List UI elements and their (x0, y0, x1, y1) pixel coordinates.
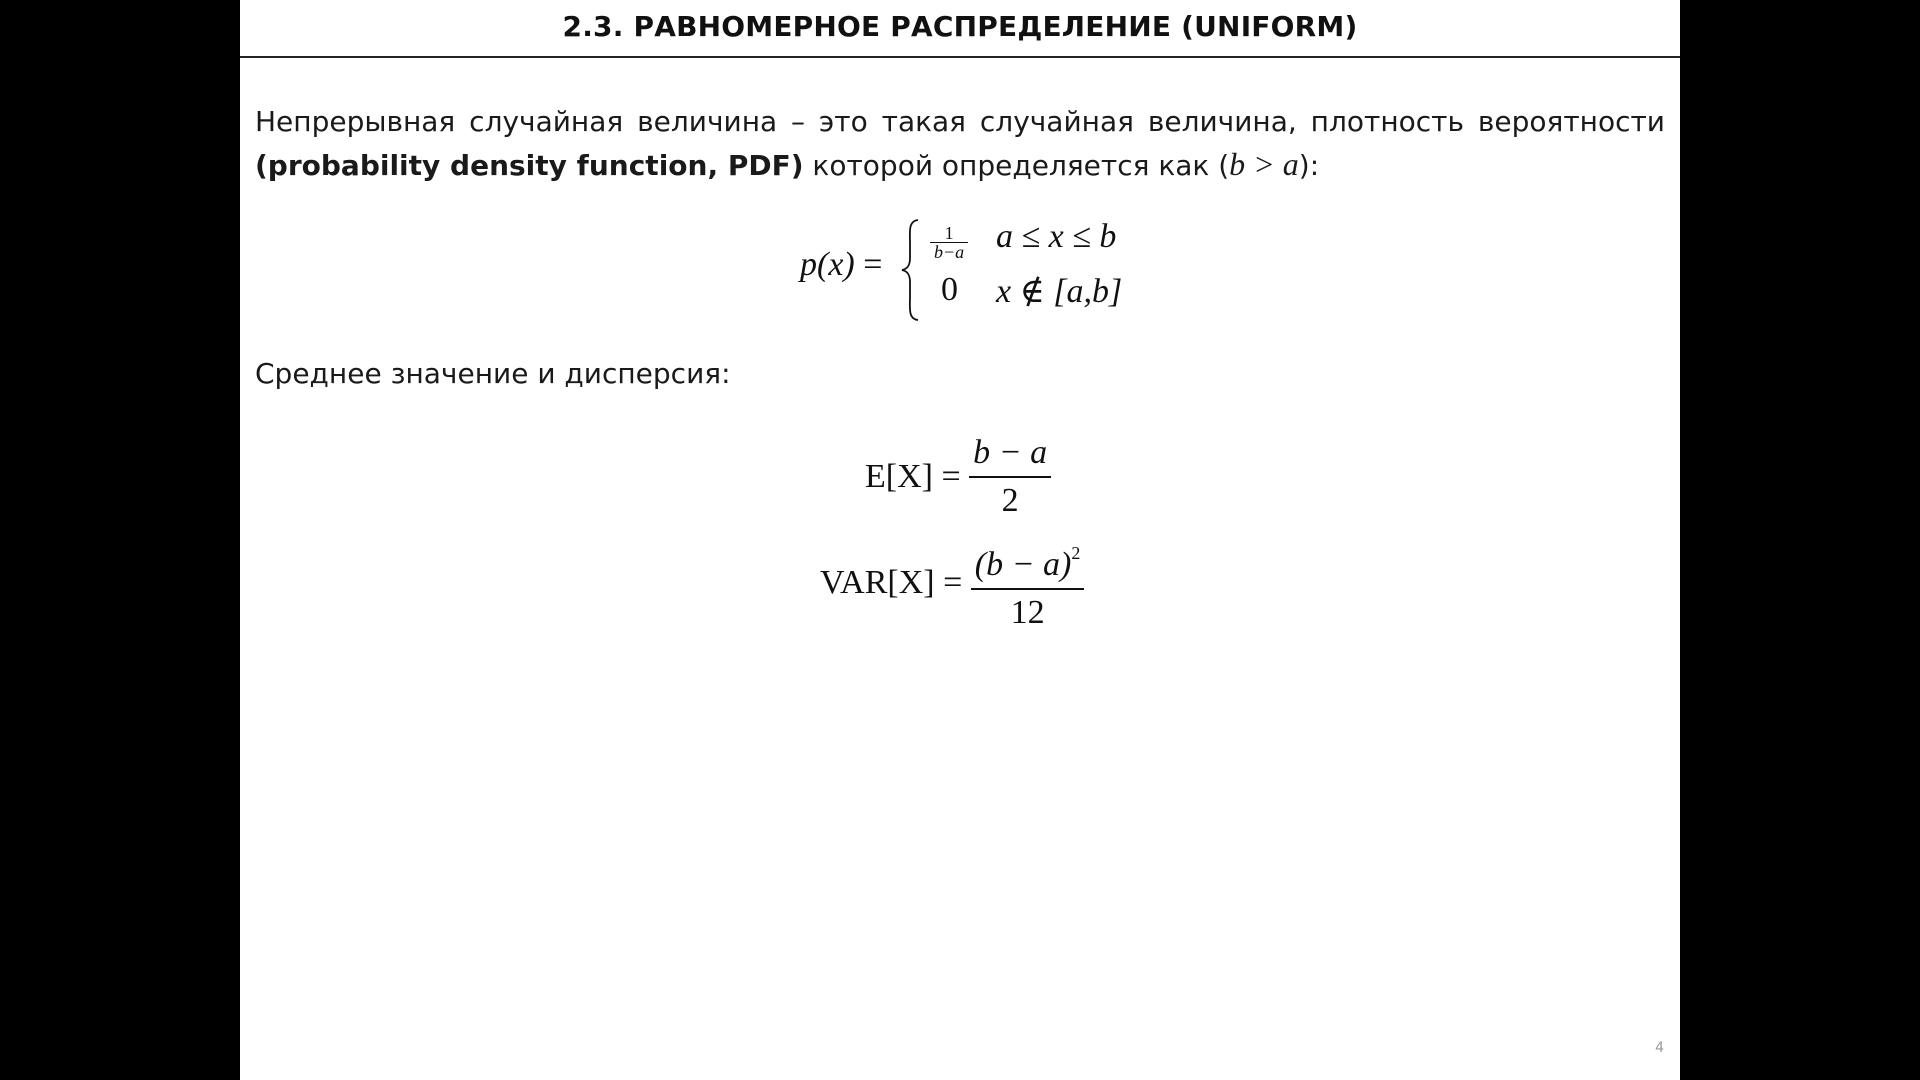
pdf-equals: = (854, 246, 883, 283)
variance-numerator-group (971, 530, 1085, 588)
pdf-term: (probability density function, PDF) (255, 149, 804, 182)
mean-lhs: E[X] = (865, 458, 961, 495)
case1-value (930, 224, 968, 261)
condition-operator: > (1245, 146, 1283, 182)
case1-denominator: b−a (930, 242, 968, 261)
pdf-formula (800, 216, 1180, 322)
condition-b: b (1229, 146, 1246, 182)
definition-paragraph (255, 100, 1665, 187)
pdf-argument: (x) (817, 246, 855, 283)
mean-numerator: b − a (973, 434, 1048, 471)
mean-denominator: 2 (969, 476, 1051, 524)
mean-fraction (969, 430, 1051, 524)
variance-denominator: 12 (971, 588, 1085, 636)
definition-text-start: Непрерывная случайная величина – это такая случайная величина, плотность вероятности (255, 105, 1665, 138)
pdf-p-symbol: p (800, 246, 817, 283)
title-divider (240, 56, 1680, 58)
variance-fraction (971, 530, 1085, 636)
variance-numerator: (b − a) (974, 546, 1072, 583)
pdf-formula-lhs (800, 246, 882, 284)
variance-lhs: VAR[X] = (820, 564, 963, 601)
condition-a: a (1282, 146, 1299, 182)
page-number: 4 (1655, 1040, 1664, 1056)
mean-formula (865, 430, 1051, 524)
case1-condition: a ≤ x ≤ b (996, 218, 1117, 255)
variance-exponent: 2 (1071, 543, 1081, 563)
slide-title: 2.3. РАВНОМЕРНОЕ РАСПРЕДЕЛЕНИЕ (UNIFORM) (562, 10, 1358, 43)
definition-text-middle: которой определяется как ( (803, 149, 1230, 182)
case2-condition: x ∉ [a,b] (996, 273, 1123, 310)
variance-formula (820, 530, 1084, 636)
case2-value: 0 (941, 271, 958, 308)
case1-numerator: 1 (944, 223, 954, 243)
definition-text-end: ): (1298, 149, 1320, 182)
slide (240, 0, 1680, 1080)
mean-variance-heading: Среднее значение и дисперсия: (255, 357, 731, 390)
cases-brace (900, 218, 922, 322)
